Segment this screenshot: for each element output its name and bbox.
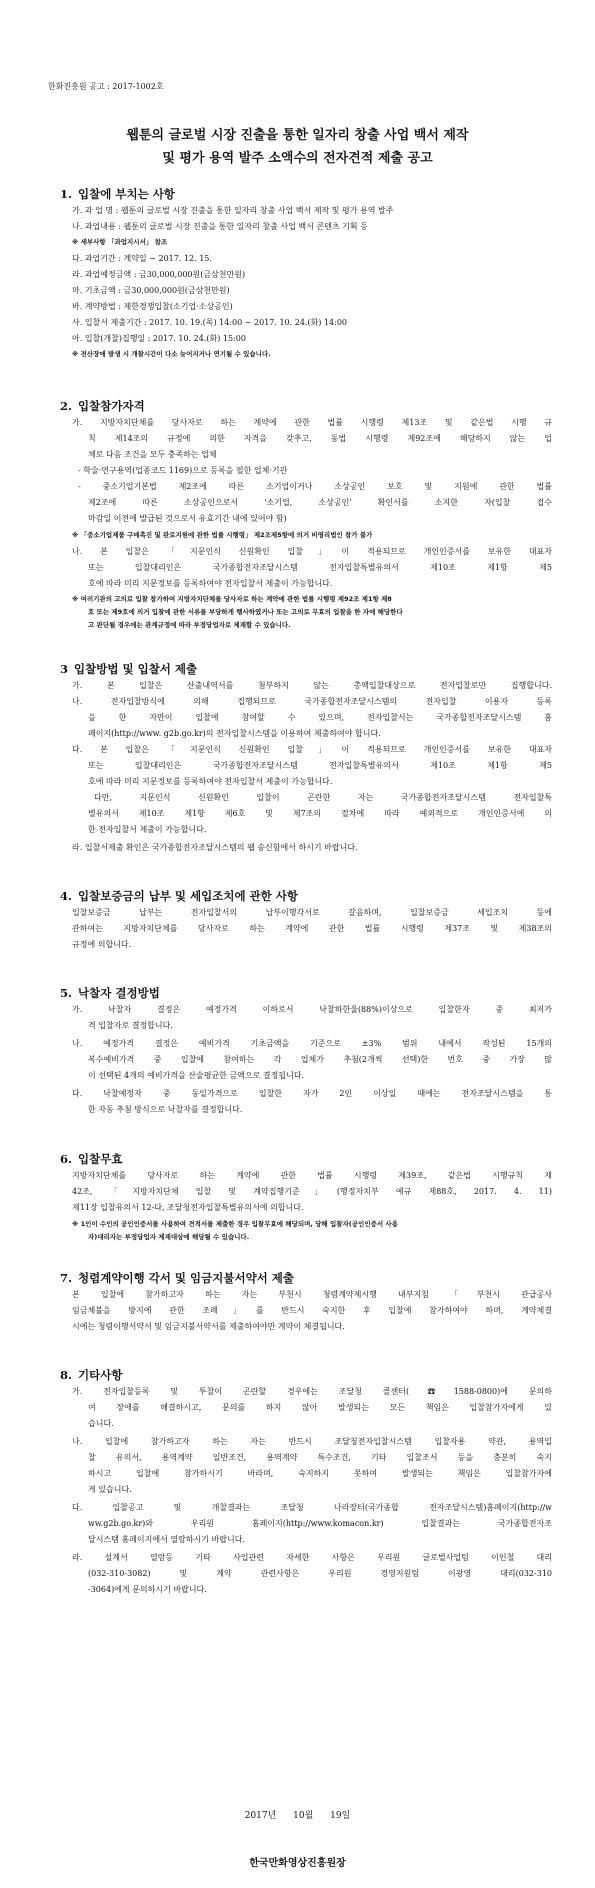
section-1-line: 다. 과업기간 : 계약일 ~ 2017. 12. 15. — [72, 254, 212, 263]
section-5-line: 다. 낙찰예정자 중 동일가격으로 입찰한 자가 2인 이상일 때에는 전자조달시스템을 통 — [72, 1089, 552, 1098]
section-number: 8. — [60, 1368, 73, 1382]
section-7-line: 시에는 청렴이행서약서 및 임금지불서약서를 제출하여야만 계약이 체결됩니다. — [72, 1322, 345, 1331]
section-3-line: 또는 입찰대리인은 국가종합전자조달시스템 전자입찰특별유의서 제10조 제1항 제5 — [88, 761, 552, 770]
section-1-line: 사. 입찰서 제출기간 : 2017. 10. 19.(목) 14:00 ~ 2017. 10. 24.(화) 14:00 — [72, 318, 348, 327]
section-4-line: 규정에 의합니다. — [72, 940, 132, 949]
section-5-line: 격 입찰자로 결정합니다. — [88, 1021, 173, 1030]
section-2-line: 마감일 이전에 발급된 것으로서 유효기간 내에 있어야 함) — [88, 514, 287, 523]
section-title: 입찰참가자격 — [78, 399, 145, 413]
section-number: 3 — [60, 662, 69, 676]
document-number: 한화진흥원 공고 : 2017-1002호 — [48, 82, 164, 91]
section-2-line: 제2조에 따른 소상공인으로서 '소기업, 소상공인' 확인서를 소지한 자(입찰 접수 — [88, 498, 552, 507]
section-8-line: (032-310-3082) 및 계약 관련사항은 우리원 경영지원팀 이광영 대리(032-310 — [88, 1569, 552, 1578]
section-8-line: ww.g2b.go.kr)와 우리원 홈페이지(http://www.komacon.kr) 입찰결과는 국가종합전자조 — [88, 1519, 552, 1528]
section-1-note: ※ 전산장애 발생 시 개찰시간이 다소 늦어지거나 연기될 수 있습니다. — [72, 350, 271, 358]
section-2-line: 칙 제14조의 규정에 의한 자격을 갖추고, 동법 시행령 제92조에 해당하지 않는 업 — [88, 434, 552, 443]
issuing-organization: 한국만화영상진흥원장 — [249, 1858, 346, 1869]
section-8-line: 달시스템 홈페이지에서 열람하시기 바랍니다. — [88, 1535, 246, 1544]
section-2-line: - 학술·연구용역(업종코드 1169)으로 등록을 필한 업체·기관 — [78, 466, 288, 475]
section-3-line: 별유의서 제10조 제1항 제6호 및 제7조의 절차에 따라 예외적으로 개인인증서에 의 — [88, 809, 552, 818]
section-6-line: 제11장 입찰유의서 12-다, 조달청전자입찰특별유의서에 의합니다. — [72, 1203, 304, 1212]
section-title: 입찰에 부치는 사항 — [78, 187, 175, 201]
section-1-line: 라. 과업예정금액 : 금30,000,000원(금삼천만원) — [72, 270, 246, 279]
notice-title-line-2: 및 평가 용역 발주 소액수의 전자견적 제출 공고 — [162, 151, 433, 166]
section-5-line: 복수예비가격 중 입찰에 참여하는 각 업체가 추첨(2개씩 선택)한 번호 중 가장 많 — [88, 1055, 552, 1064]
section-5-line: 나. 예정가격 결정은 예비가격 기초금액을 기준으로 ±3% 범위 내에서 작성된 15개의 — [72, 1039, 552, 1048]
section-7-heading — [60, 1270, 294, 1286]
section-8-line: 찰 유의서, 용역계약 일반조건, 용역계약 특수조건, 기타 입찰조서 등을 충분히 숙지 — [88, 1453, 552, 1462]
section-title: 입찰방법 및 입찰서 제출 — [74, 662, 198, 676]
section-1-line: 가. 과 업 명 : 웹툰의 글로벌 시장 진출을 통한 일자리 창출 사업 백서 제작 및 평가 용역 발주 — [72, 206, 394, 215]
section-3-line: 가. 본 입찰은 산출내역서를 첨부하지 않는 총액입찰대상으로 전자입찰로만 집행합니다. — [72, 681, 552, 690]
section-title: 청렴계약이행 각서 및 임금지불서약서 제출 — [78, 1271, 295, 1285]
section-8-line: 여 장애를 해결하시고, 문의를 하지 않아 발생되는 모든 책임은 입찰참가자에게 있 — [88, 1403, 552, 1412]
section-number: 2. — [60, 399, 73, 413]
notice-title-line-1: 웹툰의 글로벌 시장 진출을 통한 일자리 창출 사업 백서 제작 — [126, 128, 469, 143]
section-2-note: ※ 「중소기업제품 구매촉진 및 판로지원에 관한 법률 시행령」 제2조제5항에 의거 비영리법인 참가 불가 — [72, 531, 373, 539]
section-3-line: 한 전자입찰서 제출이 가능합니다. — [88, 825, 207, 834]
section-title: 입찰무효 — [78, 1152, 123, 1166]
section-8-line: 습니다. — [88, 1419, 114, 1428]
section-5-heading — [60, 985, 160, 1001]
section-3-line: 나. 전자입찰방식에 의해 집행되므로 국가종합전자조달시스템의 전자입찰 이용자 등록 — [72, 697, 552, 706]
section-3-line: 을 한 자만이 입찰에 참여할 수 있으며, 전자입찰서는 국가종합전자조달시스템 홈 — [88, 713, 552, 722]
section-8-line: 나. 입찰에 참가하고자 하는 자는 반드시 조달청전자입찰시스템 입찰자용 약관, 용역입 — [72, 1437, 552, 1446]
section-4-heading — [60, 888, 298, 904]
section-2-line: 호에 따라 미리 지문정보를 등록하여야 전자입찰서 제출이 가능합니다. — [88, 579, 333, 588]
section-3-line: 다만, 지문인식 신원확인 입찰이 곤란한 자는 국가종합전자조달시스템 전자입찰특 — [94, 793, 552, 802]
section-8-line: 라. 설계서 열람등 기타 사업관련 자세한 사항은 우리원 글로벌사업팀 이인철 대리 — [72, 1553, 552, 1562]
notice-date: 2017년 10월 19일 — [244, 1811, 351, 1821]
section-6-line: 지방자치단체를 당사자로 하는 계약에 관한 법률 시행령 제39조, 같은법 시행규칙 제 — [72, 1171, 552, 1180]
section-number: 7. — [60, 1271, 73, 1285]
section-title: 입찰보증금의 납부 및 세입조치에 관한 사항 — [78, 889, 299, 903]
section-7-line: 본 입찰에 참가하고자 하는 자는 부천시 청렴계약제시행 내부지침 「부천시 관급공사 — [72, 1290, 552, 1299]
section-2-line: 또는 입찰대리인은 국가종합전자조달시스템 전자입찰특별유의서 제10조 제1항 제5 — [88, 563, 552, 572]
section-8-heading — [60, 1367, 122, 1383]
section-8-line: 게 있습니다. — [88, 1485, 132, 1494]
section-2-note: 고 판단될 경우에는 관계규정에 따라 부정당업자로 제재할 수 있습니다. — [88, 621, 291, 629]
section-3-heading — [60, 661, 197, 677]
section-1-line: 아. 입찰(개찰)집행일 : 2017. 10. 24.(화) 15:00 — [72, 334, 246, 343]
section-7-line: 임금체불을 방지에 관한 조례」를 반드시 숙지한 후 입찰에 참가하여야 하며, 계약체결 — [72, 1306, 552, 1315]
section-title: 낙찰자 결정방법 — [78, 986, 160, 1000]
section-2-heading — [60, 398, 145, 414]
section-number: 5. — [60, 986, 73, 1000]
section-2-line: - 중소기업기본법 제2조에 따른 소기업이거나 소상공인 보호 및 지원에 관한 법률 — [78, 482, 552, 491]
section-4-line: 입찰보증금 납부는 전자입찰서의 납부이행각서로 갈음하며, 입찰보증금 세입조치 등에 — [72, 908, 552, 917]
section-3-line: 라. 입찰서제출 확인은 국가종합전자조달시스템의 웹 송신함에서 하시기 바랍니다. — [72, 843, 358, 852]
section-8-line: 다. 입찰공고 및 개찰결과는 조달청 나라장터(국가종합 전자조달시스템)홈페이지(http://w — [72, 1503, 552, 1512]
section-title: 기타사항 — [78, 1368, 123, 1382]
section-1-line: 나. 과업내용 : 웹툰의 글로벌 시장 진출을 통한 일자리 창출 사업 백서 콘텐츠 기획 등 — [72, 222, 368, 231]
section-6-heading — [60, 1151, 122, 1167]
section-3-line: 다. 본 입찰은 「지문인식 신원확인 입찰」이 적용되므로 개인인증서를 보유한 대표자 — [72, 745, 552, 754]
section-8-line: 하시고 입찰에 참가하시기 바라며, 숙지하지 못하여 발생되는 책임은 입찰참가자에 — [88, 1469, 552, 1478]
section-3-line: 페이지(http://www. g2b.go.kr)의 전자입찰시스템을 이용하여 제출하여야 합니다. — [88, 729, 381, 738]
section-8-line: -3064)에게 문의하시기 바랍니다. — [88, 1585, 207, 1594]
section-3-line: 호에 따라 미리 지문정보를 등록하여야 전자입찰서 제출이 가능합니다. — [88, 777, 333, 786]
section-number: 1. — [60, 187, 73, 201]
section-5-line: 이 선택된 4개의 예비가격을 산술평균한 금액으로 결정됩니다. — [88, 1071, 305, 1080]
section-2-line: 가. 지방자치단체를 당사자로 하는 계약에 관한 법률 시행령 제13조 및 같은법 시행 규 — [72, 418, 552, 427]
section-6-line: 42조, 「지방자치단체 입찰 및 계약집행기준」(행정자치부 예규 제88호, 2017. 4. 11) — [72, 1187, 552, 1196]
section-2-note: 호 또는 제9호에 의거 입찰에 관한 서류를 부당하게 행사하였거나 또는 고의로 무효의 입찰을 한 자에 해당한다 — [88, 608, 403, 616]
section-5-line: 가. 낙찰자 결정은 예정가격 이하로서 낙찰하한율(88%)이상으로 입찰한자 중 최저가 — [72, 1005, 552, 1014]
section-number: 6. — [60, 1152, 73, 1166]
section-8-line: 가. 전자입찰등록 및 투찰이 곤란할 경우에는 조달청 콜센터(☎1588-0800)에 문의하 — [72, 1387, 552, 1396]
section-2-note: ※ 여러기관의 고의로 입찰 참가하여 지방자치단체를 당사자로 하는 계약에 관한 법률 시행령 제92조 제1항 제8 — [72, 595, 392, 603]
section-1-heading — [60, 186, 175, 202]
section-number: 4. — [60, 889, 73, 903]
section-2-line: 나. 본 입찰은 「지문인식 신원확인 입찰」이 적용되므로 개인인증서를 보유한 대표자 — [72, 547, 552, 556]
section-1-note: ※ 세부사항 「과업지시서」 참조 — [72, 238, 168, 246]
section-1-line: 바. 계약방법 : 제한경쟁입찰(소기업·소상공인) — [72, 302, 233, 311]
section-4-line: 관하여는 지방자치단체를 당사자로 하는 계약에 관한 법률 시행령 제37조 및 제38조의 — [72, 924, 552, 933]
section-2-line: 체로 다음 조건을 모두 충족하는 업체 — [88, 450, 217, 459]
section-5-line: 한 자동 추첨 방식으로 낙찰자를 결정합니다. — [88, 1105, 243, 1114]
section-1-line: 마. 기초금액 : 금30,000,000원(금삼천만원) — [72, 286, 230, 295]
section-6-note: ※ 1인이 수인의 공인인증서를 사용하여 견적서를 제출한 경우 입찰무효에 해당되며, 당해 입찰자(공인인증서 사용 — [72, 1220, 398, 1228]
section-6-note: 자)대리자는 부정당업자 제재대상에 해당될 수 있습니다. — [88, 1233, 250, 1241]
